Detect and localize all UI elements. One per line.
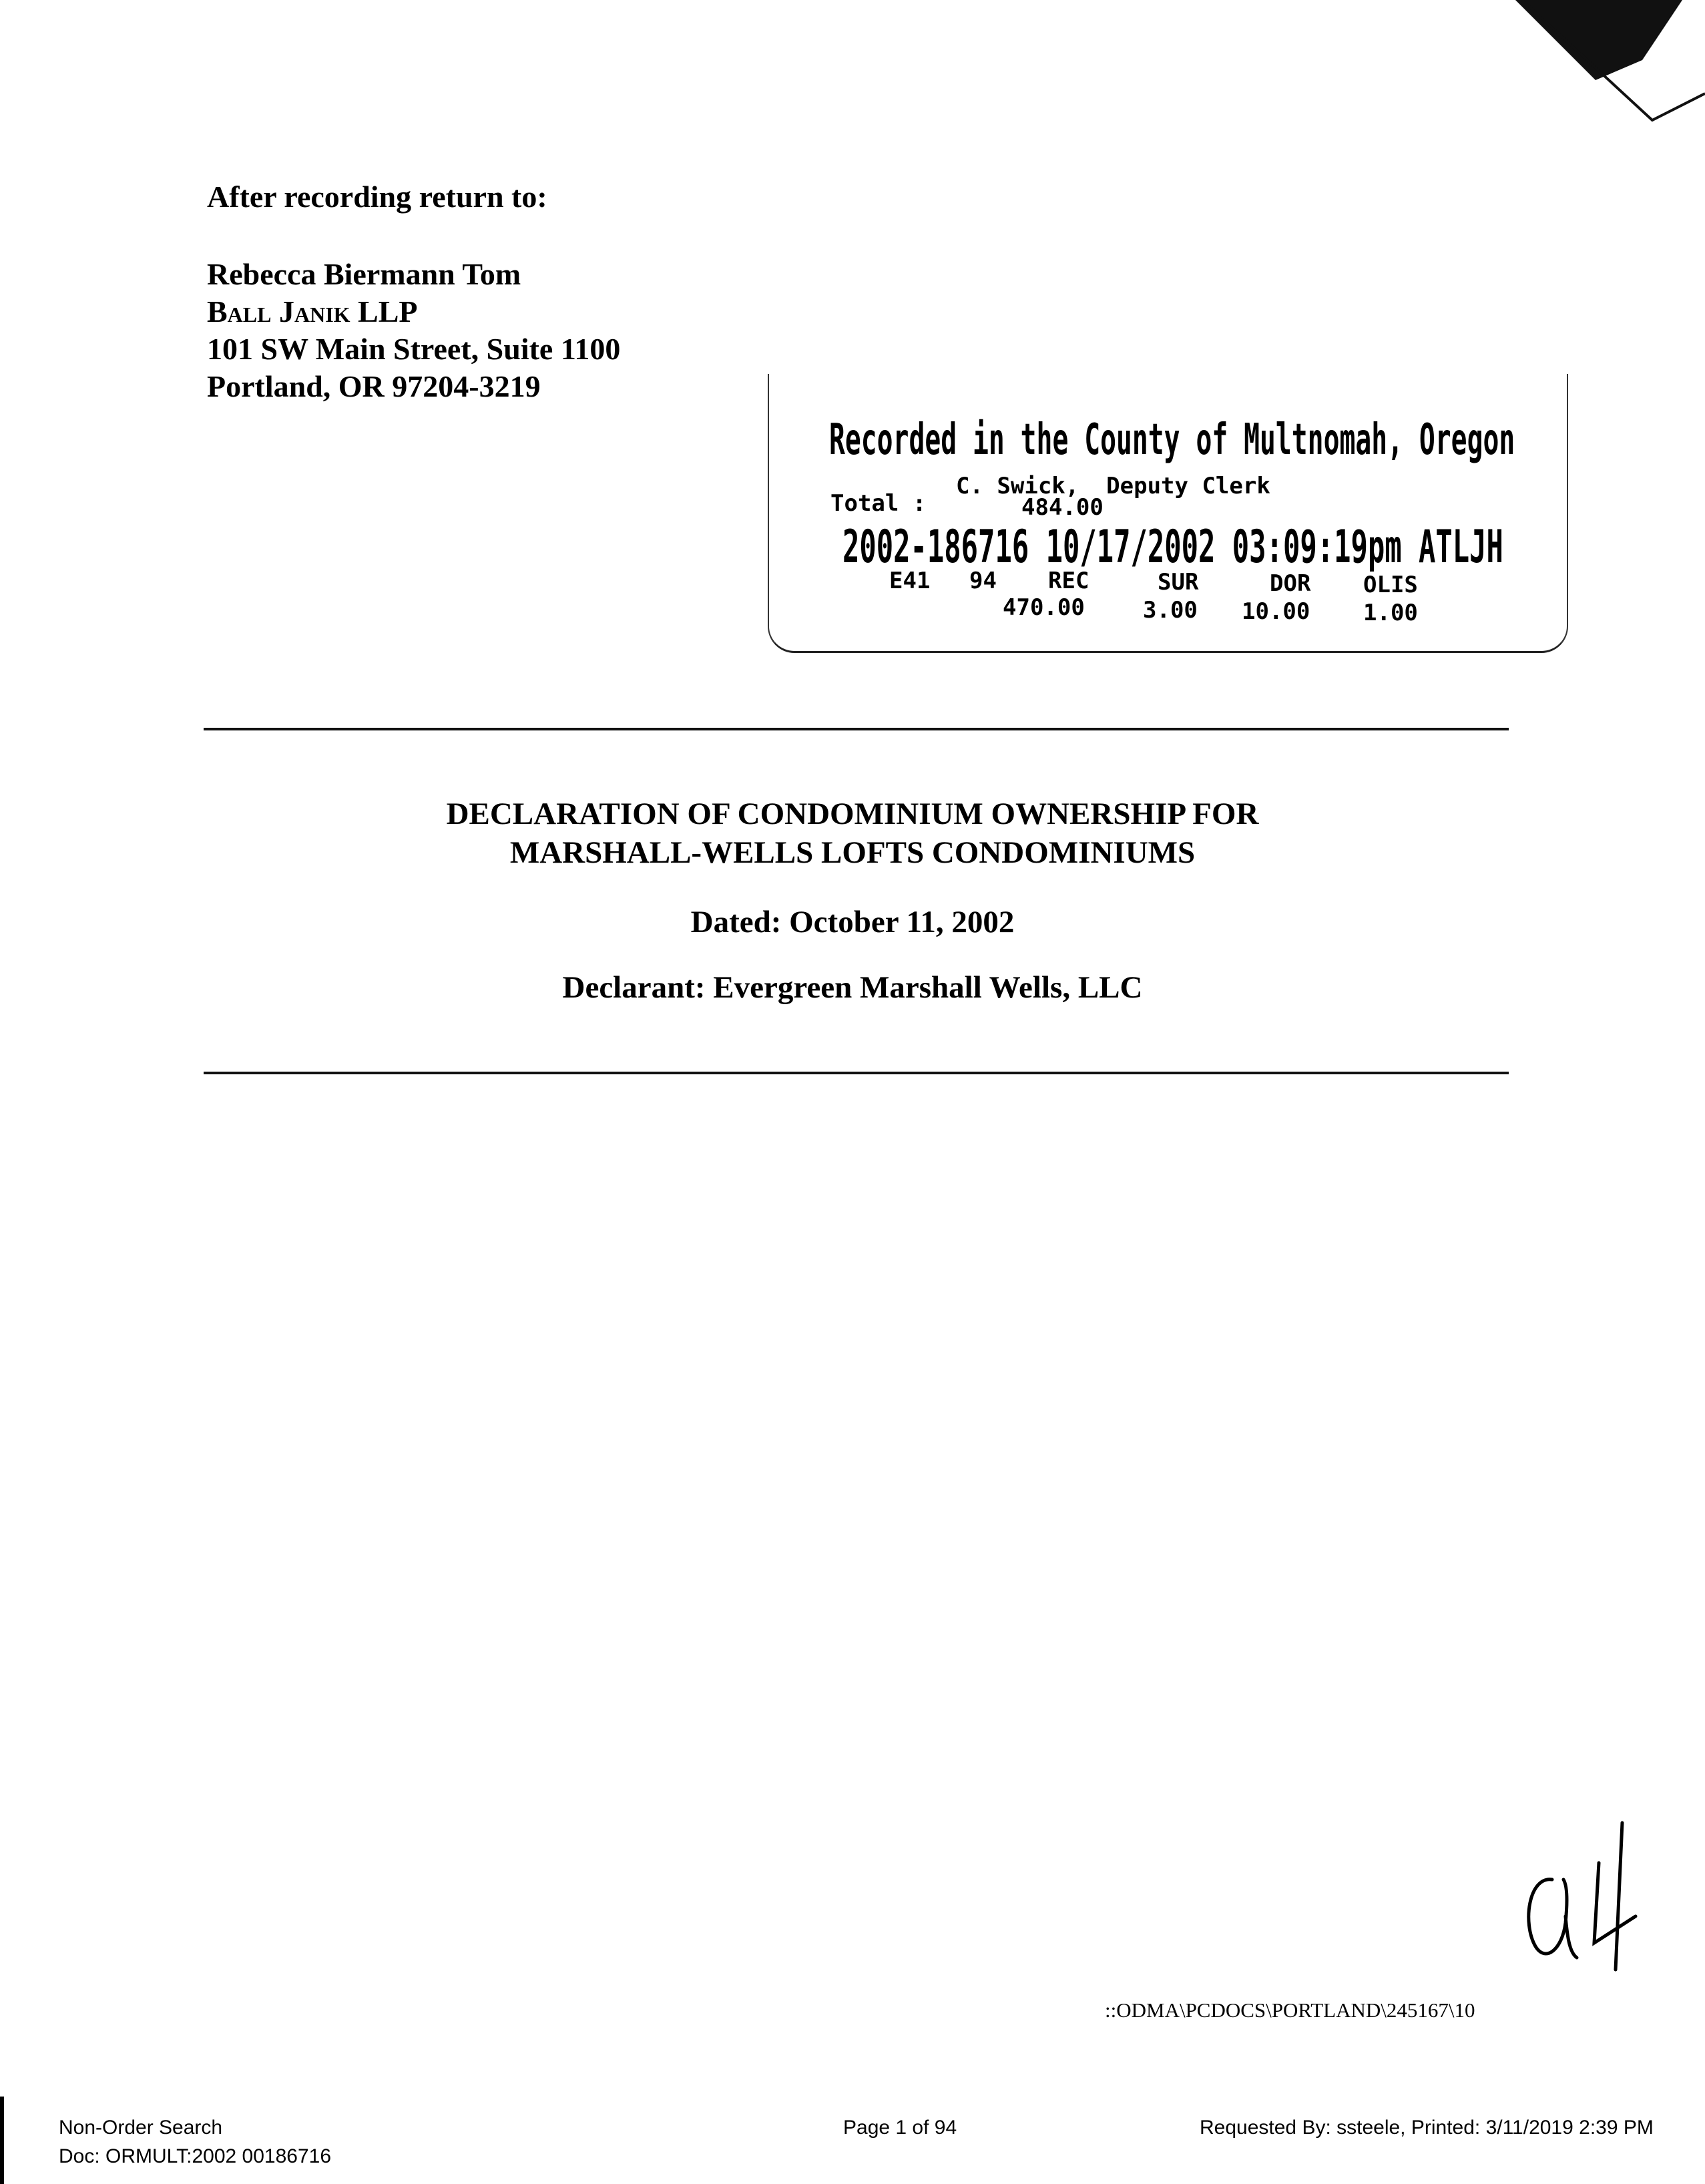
stamp-amount-sur: 3.00 (1143, 597, 1198, 624)
return-header: After recording return to: (207, 180, 547, 214)
dated-line: Dated: October 11, 2002 (690, 905, 1015, 939)
document-file-path: ::ODMA\PCDOCS\PORTLAND\245167\10 (1105, 1998, 1475, 2022)
footer-search-type: Non-Order Search (59, 2117, 223, 2139)
return-firm: Ball Janik LLP (207, 294, 418, 329)
stamp-code-sur: SUR (1158, 569, 1199, 596)
folded-corner-mark (1515, 0, 1705, 127)
stamp-code-e41: E41 (889, 568, 931, 594)
scan-edge-mark (0, 2097, 4, 2184)
stamp-recorded-line: Recorded in the County of Multnomah, Oregon (829, 415, 1515, 465)
title-line-2: MARSHALL-WELLS LOFTS CONDOMINIUMS (509, 835, 1196, 870)
declarant-line: Declarant: Evergreen Marshall Wells, LLC (562, 970, 1143, 1005)
title-line-1: DECLARATION OF CONDOMINIUM OWNERSHIP FOR (446, 797, 1259, 831)
stamp-amount-dor: 10.00 (1242, 598, 1310, 625)
stamp-total-label: Total : (830, 490, 927, 517)
title-bottom-rule (204, 1072, 1509, 1074)
title-top-rule (204, 728, 1509, 730)
stamp-code-94: 94 (969, 568, 997, 594)
stamp-record-line: 2002-186716 10/17/2002 03:09:19pm ATLJH (842, 521, 1503, 574)
footer-request-info: Requested By: ssteele, Printed: 3/11/2019 2:39 PM (1200, 2117, 1654, 2139)
footer-doc-id: Doc: ORMULT:2002 00186716 (59, 2145, 332, 2167)
footer-page-number: Page 1 of 94 (843, 2117, 957, 2139)
handwritten-page-count (1515, 1816, 1649, 1976)
stamp-code-rec: REC (1048, 568, 1089, 594)
stamp-amount-olis: 1.00 (1363, 600, 1418, 626)
return-street: 101 SW Main Street, Suite 1100 (207, 332, 621, 366)
stamp-code-dor: DOR (1270, 570, 1311, 597)
stamp-amount-rec: 470.00 (1003, 594, 1085, 621)
recording-stamp (768, 374, 1568, 653)
stamp-code-olis: OLIS (1363, 572, 1418, 598)
stamp-total-value: 484.00 (1021, 494, 1104, 521)
stamp-clerk: C. Swick, Deputy Clerk (956, 473, 1270, 499)
return-city: Portland, OR 97204-3219 (207, 369, 541, 403)
return-name: Rebecca Biermann Tom (207, 257, 521, 291)
